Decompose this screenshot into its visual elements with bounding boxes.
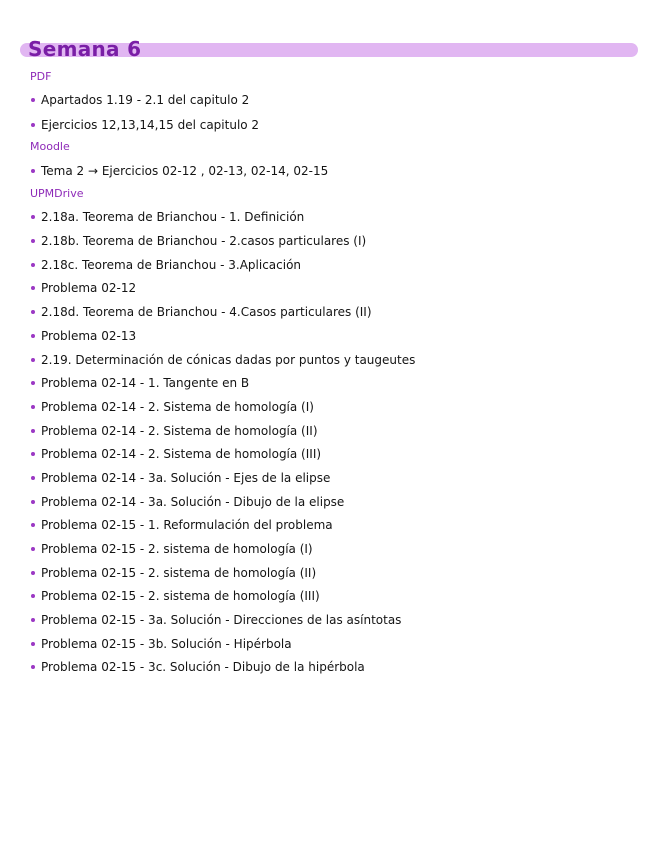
list-item-text: 2.18a. Teorema de Brianchou - 1. Definición — [41, 210, 305, 224]
bullet-icon — [31, 215, 35, 219]
bullet-icon — [31, 263, 35, 267]
list-item-text: Problema 02-14 - 2. Sistema de homología (II) — [41, 424, 318, 438]
bullet-icon — [31, 98, 35, 102]
bullet-icon — [31, 523, 35, 527]
list-item — [31, 92, 249, 108]
bullet-icon — [31, 286, 35, 290]
bullet-icon — [31, 358, 35, 362]
bullet-icon — [31, 665, 35, 669]
bullet-icon — [31, 452, 35, 456]
list-item — [31, 494, 344, 510]
list-item — [31, 352, 415, 368]
list-item — [31, 328, 136, 344]
list-item — [31, 588, 320, 604]
bullet-icon — [31, 476, 35, 480]
bullet-icon — [31, 334, 35, 338]
list-item — [31, 541, 313, 557]
page-title: Semana 6 — [28, 37, 142, 61]
section-heading-pdf: PDF — [30, 70, 52, 83]
bullet-icon — [31, 571, 35, 575]
title-banner — [20, 38, 638, 60]
section-heading-moodle: Moodle — [30, 140, 70, 153]
bullet-icon — [31, 239, 35, 243]
list-item-text: Problema 02-14 - 2. Sistema de homología (III) — [41, 447, 322, 461]
list-item-text: 2.18c. Teorema de Brianchou - 3.Aplicación — [41, 258, 302, 272]
list-item-text: Problema 02-12 — [41, 281, 137, 295]
list-item-text: Problema 02-14 - 3a. Solución - Ejes de la elipse — [41, 471, 331, 485]
bullet-icon — [31, 618, 35, 622]
list-item — [31, 304, 372, 320]
list-item-text: Problema 02-15 - 2. sistema de homología (III) — [41, 589, 320, 603]
list-item — [31, 257, 301, 273]
bullet-icon — [31, 405, 35, 409]
list-item — [31, 375, 249, 391]
list-item — [31, 612, 401, 628]
list-item-text: Problema 02-13 — [41, 329, 137, 343]
list-item — [31, 209, 304, 225]
list-item-text: 2.18d. Teorema de Brianchou - 4.Casos particulares (II) — [41, 305, 372, 319]
section-heading-upmdrive: UPMDrive — [30, 187, 84, 200]
list-item-text: Problema 02-15 - 2. sistema de homología (I) — [41, 542, 313, 556]
list-item — [31, 280, 136, 296]
bullet-icon — [31, 500, 35, 504]
list-item-text: 2.19. Determinación de cónicas dadas por puntos y taugeutes — [41, 353, 416, 367]
list-item-text: 2.18b. Teorema de Brianchou - 2.casos particulares (I) — [41, 234, 367, 248]
list-item — [31, 517, 333, 533]
list-item-text: Problema 02-15 - 2. sistema de homología (II) — [41, 566, 317, 580]
bullet-icon — [31, 642, 35, 646]
list-item — [31, 399, 314, 415]
list-item-text: Tema 2 → Ejercicios 02-12 , 02-13, 02-14, 02-15 — [41, 164, 329, 178]
bullet-icon — [31, 310, 35, 314]
list-item — [31, 470, 330, 486]
list-item — [31, 636, 292, 652]
bullet-icon — [31, 169, 35, 173]
list-item — [31, 423, 318, 439]
list-item-text: Problema 02-14 - 3a. Solución - Dibujo de la elipse — [41, 495, 345, 509]
bullet-icon — [31, 594, 35, 598]
list-item — [31, 446, 321, 462]
list-item — [31, 163, 328, 179]
list-item — [31, 117, 259, 133]
list-item — [31, 233, 366, 249]
list-item — [31, 565, 316, 581]
list-item-text: Problema 02-15 - 3c. Solución - Dibujo de la hipérbola — [41, 660, 365, 674]
list-item-text: Problema 02-14 - 2. Sistema de homología (I) — [41, 400, 314, 414]
bullet-icon — [31, 429, 35, 433]
list-item — [31, 659, 365, 675]
list-item-text: Problema 02-15 - 3b. Solución - Hipérbola — [41, 637, 292, 651]
list-item-text: Problema 02-15 - 3a. Solución - Direcciones de las asíntotas — [41, 613, 402, 627]
list-item-text: Apartados 1.19 - 2.1 del capitulo 2 — [41, 93, 250, 107]
bullet-icon — [31, 381, 35, 385]
list-item-text: Problema 02-15 - 1. Reformulación del problema — [41, 518, 333, 532]
bullet-icon — [31, 123, 35, 127]
list-item-text: Problema 02-14 - 1. Tangente en B — [41, 376, 250, 390]
bullet-icon — [31, 547, 35, 551]
list-item-text: Ejercicios 12,13,14,15 del capitulo 2 — [41, 118, 260, 132]
